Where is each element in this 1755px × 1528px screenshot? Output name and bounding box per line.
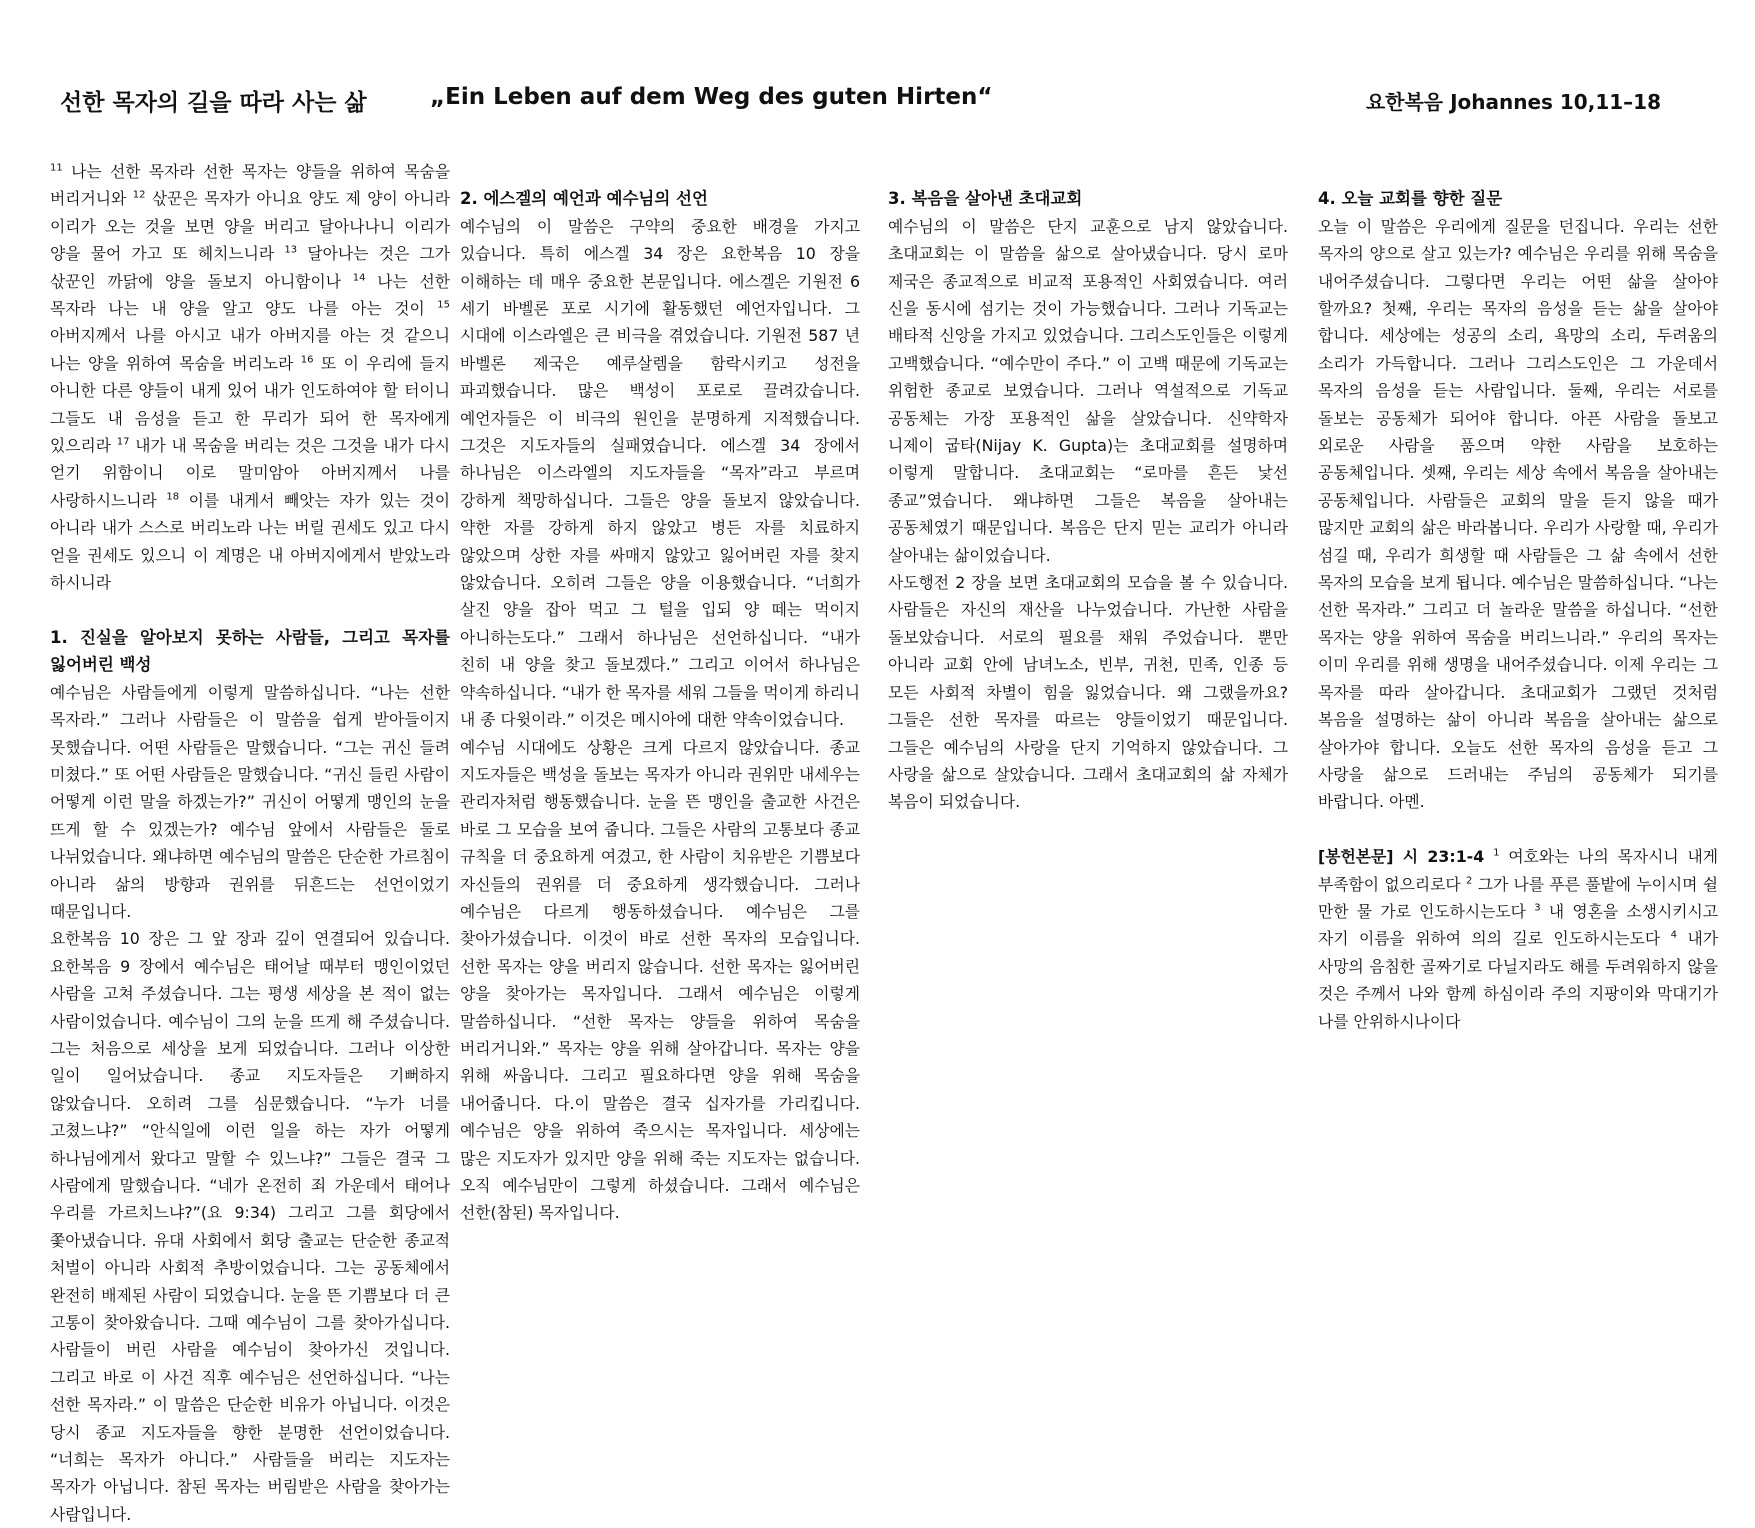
verse-number: 3 (1534, 902, 1541, 914)
section-2-paragraph-2: 예수님 시대에도 상황은 크게 다르지 않았습니다. 종교 지도자들은 백성을 돌보는 목자가 아니라 권위만 내세우는 관리자처럼 행동했습니다. 눈을 뜬 맹인을 출교한 사건은 바로 그 모습을 보여 줍니다. 그들은 사람의 고통보다 종교 규칙을 더 중요하게 여겼고, 한 사람이 치유받은 기쁨보다 자신들의 권위를 더 중요하게 생각했습니다. 그러나 예수님은 다르게 행동하셨습니다. 예수님은 그를 찾아가셨습니다. 이것이 바로 선한 목자의 모습입니다. 선한 목자는 양을 버리지 않습니다. 선한 목자는 잃어버린 양을 찾아가는 목자입니다. 그래서 예수님은 이렇게 말씀하십니다. “선한 목자는 양들을 위하여 목숨을 버리거니와.” 목자는 양을 위해 살아갑니다. 목자는 양을 위해 싸웁니다. 그리고 필요하다면 양을 위해 목숨을 내어줍니다. 다.이 말씀은 결국 십자가를 가리킵니다. 예수님은 양을 위하여 죽으시는 목자입니다. 세상에는 많은 지도자가 있지만 양을 위해 죽는 지도자는 없습니다. 오직 예수님만이 그렇게 하셨습니다. 그래서 예수님은 선한(참된) 목자입니다. (460, 737, 860, 1223)
column-2 (460, 158, 860, 1223)
column-4 (1318, 158, 1718, 1198)
verse-text: 내가 내 목숨을 버리는 것은 그것을 내가 다시 얻기 위함이니 이로 말미암아 아버지께서 나를 사랑하시느니라 (50, 436, 450, 510)
verse-text: 내가 사망의 음침한 골짜기로 다닐지라도 해를 두려워하지 않을 것은 주께서 나와 함께 하심이라 주의 지팡이와 막대기가 나를 안위하시나이다 (1318, 929, 1718, 1031)
verse-number: 2 (1466, 875, 1473, 887)
spacer (888, 158, 1288, 185)
section-2-heading: 2. 에스겔의 예언과 예수님의 선언 (460, 189, 708, 209)
verse-text: 나는 선한 목자라 선한 목자는 양들을 위하여 목숨을 버리거니와 (50, 162, 450, 209)
section-3-heading: 3. 복음을 살아낸 초대교회 (888, 189, 1083, 209)
title-german: „Ein Leben auf dem Weg des guten Hirten“ (430, 84, 993, 110)
bible-reference: 요한복음 Johannes 10,11–18 (1365, 90, 1661, 114)
spacer (50, 597, 450, 624)
verse-text: 그가 나를 푸른 풀밭에 누이시며 쉴 만한 물 가로 인도하시는도다 (1318, 874, 1718, 921)
section-4-paragraph-1: 오늘 이 말씀은 우리에게 질문을 던집니다. 우리는 선한 목자의 양으로 살고 있는가? 예수님은 우리를 위해 목숨을 내어주셨습니다. 그렇다면 우리는 어떤 삶을 살아야 할까요? 첫째, 우리는 목자의 음성을 듣는 삶을 살아야 합니다. 세상에는 성공의 소리, 욕망의 소리, 두려움의 소리가 가득합니다. 그러나 그리스도인은 그 가운데서 목자의 음성을 듣는 사람입니다. 둘째, 우리는 서로를 돌보는 공동체가 되어야 합니다. 아픈 사람을 돌보고 외로운 사람을 품으며 약한 사람을 보호하는 공동체입니다. 셋째, 우리는 세상 속에서 복음을 살아내는 공동체입니다. 사람들은 교회의 말을 듣지 않을 때가 많지만 교회의 삶은 바라봅니다. 우리가 사랑할 때, 우리가 섬길 때, 우리가 희생할 때 사람들은 그 삶 속에서 선한 목자의 모습을 보게 됩니다. 예수님은 말씀하십니다. “나는 선한 목자라.” 그리고 더 놀라운 말씀을 하십니다. “선한 목자는 양을 위하여 목숨을 버리느니라.” 우리의 목자는 이미 우리를 위해 생명을 내어주셨습니다. 이제 우리는 그 목자를 따라 살아갑니다. 초대교회가 그랬던 것처럼 복음을 설명하는 삶이 아니라 복음을 살아내는 삶으로 살아가야 합니다. 오늘도 선한 목자의 음성을 듣고 그 사랑을 삶으로 드러내는 주님의 공동체가 되기를 바랍니다. 아멘. (1318, 216, 1718, 812)
verse-number: 18 (166, 491, 180, 503)
section-1-paragraph-1: 예수님은 사람들에게 이렇게 말씀하십니다. “나는 선한 목자라.” 그러나 사람들은 이 말씀을 쉽게 받아들이지 못했습니다. 어떤 사람들은 말했습니다. “그는 귀신 들려 미쳤다.” 또 어떤 사람들은 말했습니다. “귀신 들린 사람이 어떻게 이런 말을 하겠는가?” 귀신이 어떻게 맹인의 눈을 뜨게 할 수 있겠는가? 예수님 앞에서 사람들은 둘로 나뉘었습니다. 왜냐하면 예수님의 말씀은 단순한 가르침이 아니라 삶의 방향과 권위를 뒤흔드는 선언이었기 때문입니다. (50, 682, 450, 921)
section-3-paragraph-1: 예수님의 이 말씀은 단지 교훈으로 남지 않았습니다. 초대교회는 이 말씀을 삶으로 살아냈습니다. 당시 로마 제국은 종교적으로 비교적 포용적인 사회였습니다. 여러 신을 동시에 섬기는 것이 가능했습니다. 그러나 기독교는 배타적 신앙을 가지고 있었습니다. 그리스도인들은 이렇게 고백했습니다. “예수만이 주다.” 이 고백 때문에 기독교는 위험한 종교로 보였습니다. 그러나 역설적으로 기독교 공동체는 가장 포용적인 삶을 살았습니다. 신약학자 니제이 굽타(Nijay K. Gupta)는 초대교회를 설명하며 이렇게 말합니다. 초대교회는 “로마를 흔든 낯선 종교”였습니다. 왜냐하면 그들은 복음을 살아내는 공동체였기 때문입니다. 복음은 단지 믿는 교리가 아니라 살아내는 삶이었습니다. (888, 216, 1288, 565)
verse-number: 17 (116, 436, 130, 448)
spacer (460, 158, 860, 185)
scripture-passage (50, 158, 450, 597)
verse-text: 삯꾼은 목자가 아니요 양도 제 양이 아니라 이리가 오는 것을 보면 양을 버리고 달아나나니 이리가 양을 물어 가고 또 헤치느니라 (50, 189, 450, 264)
verse-number: 13 (284, 244, 298, 256)
verse-number: 16 (300, 354, 314, 366)
section-2-paragraph-1: 예수님의 이 말씀은 구약의 중요한 배경을 가지고 있습니다. 특히 에스겔 34 장은 요한복음 10 장을 이해하는 데 매우 중요한 본문입니다. 에스겔은 기원전 6 세기 바벨론 포로 시기에 활동했던 예언자입니다. 그 시대에 이스라엘은 큰 비극을 겪었습니다. 기원전 587 년 바벨론 제국은 예루살렘을 함락시키고 성전을 파괴했습니다. 많은 백성이 포로로 끌려갔습니다. 예언자들은 이 비극의 원인을 분명하게 지적했습니다. 그것은 지도자들의 실패였습니다. 에스겔 34 장에서 하나님은 이스라엘의 지도자들을 “목자”라고 부르며 강하게 책망하십니다. 그들은 양을 돌보지 않았습니다. 약한 자를 강하게 하지 않았고 병든 자를 치료하지 않았으며 상한 자를 싸매지 않았고 잃어버린 자를 찾지 않았습니다. 오히려 그들은 양을 이용했습니다. “너희가 살진 양을 잡아 먹고 그 털을 입되 양 떼는 먹이지 아니하는도다.” 그래서 하나님은 선언하십니다. “내가 친히 내 양을 찾고 돌보겠다.” 그리고 이어서 하나님은 약속하십니다. “내가 한 목자를 세워 그들을 먹이게 하리니 내 종 다윗이라.” 이것은 메시아에 대한 약속이었습니다. (460, 216, 860, 730)
section-4-heading: 4. 오늘 교회를 향한 질문 (1318, 189, 1503, 209)
verse-text: 또 이 우리에 들지 아니한 다른 양들이 내게 있어 내가 인도하여야 할 터이니 그들도 내 음성을 듣고 한 무리가 되어 한 목자에게 있으리라 (50, 353, 450, 456)
spacer (1318, 158, 1718, 185)
verse-number: 1 (1493, 847, 1500, 859)
verse-text: 나는 선한 목자라 나는 내 양을 알고 양도 나를 아는 것이 (50, 271, 450, 319)
section-1-paragraph-2: 요한복음 10 장은 그 앞 장과 깊이 연결되어 있습니다. 요한복음 9 장에서 예수님은 태어날 때부터 맹인이었던 사람을 고쳐 주셨습니다. 그는 평생 세상을 본 적이 없는 사람이었습니다. 예수님이 그의 눈을 뜨게 해 주셨습니다. 그는 처음으로 세상을 보게 되었습니다. 그러나 이상한 일이 일어났습니다. 종교 지도자들은 기뻐하지 않았습니다. 오히려 그를 심문했습니다. “누가 너를 고쳤느냐?” “안식일에 이런 일을 하는 자가 어떻게 하나님에게서 왔다고 말할 수 있느냐?” 그들은 결국 그 사람에게 말했습니다. “네가 온전히 죄 가운데서 태어나 우리를 가르치느냐?”(요 9:34) 그리고 그를 회당에서 쫓아냈습니다. 유대 사회에서 회당 출교는 단순한 종교적 처벌이 아니라 사회적 추방이었습니다. 그는 공동체에서 완전히 배제된 사람이 되었습니다. 눈을 뜬 기쁨보다 더 큰 고통이 찾아왔습니다. 그때 예수님이 그를 찾아가십니다. 사람들이 버린 사람을 예수님이 찾아가신 것입니다. 그리고 바로 이 사건 직후 예수님은 선언하십니다. “나는 선한 목자라.” 이 말씀은 단순한 비유가 아닙니다. 이것은 당시 종교 지도자들을 향한 분명한 선언이었습니다. “너희는 목자가 아니다.” 사람들을 버리는 지도자는 목자가 아닙니다. 참된 목자는 버림받은 사람을 찾아가는 사람입니다. (50, 929, 450, 1524)
verse-number: 4 (1670, 930, 1678, 942)
verse-text: 달아나는 것은 그가 삯꾼인 까닭에 양을 돌보지 아니함이나 (50, 244, 450, 291)
verse-number: 14 (352, 272, 366, 284)
verse-text: 아버지께서 나를 아시고 내가 아버지를 아는 것 같으니 나는 양을 위하여 목숨을 버리노라 (50, 326, 450, 373)
title-korean: 선한 목자의 길을 따라 사는 삶 (60, 90, 367, 116)
verse-number: 11 (50, 162, 63, 174)
section-1-heading: 1. 진실을 알아보지 못하는 사람들, 그리고 목자를 잃어버린 백성 (50, 627, 450, 675)
verse-number: 15 (437, 299, 450, 311)
verse-text: 여호와는 나의 목자시니 내게 부족함이 없으리로다 (1318, 847, 1718, 894)
verse-text: 내 영혼을 소생시키시고 자기 이름을 위하여 의의 길로 인도하시는도다 (1318, 901, 1718, 949)
offering-label: [봉헌본문] 시 23:1-4 (1318, 847, 1485, 867)
spacer (1318, 816, 1718, 843)
section-3-paragraph-2: 사도행전 2 장을 보면 초대교회의 모습을 볼 수 있습니다. 사람들은 자신의 재산을 나누었습니다. 가난한 사람을 돌보았습니다. 서로의 필요를 채워 주었습니다. 뿐만 아니라 교회 안에 남녀노소, 빈부, 귀천, 민족, 인종 등 모든 사회적 차별이 힘을 잃었습니다. 왜 그랬을까요? 그들은 선한 목자를 따르는 양들이었기 때문입니다. 그들은 예수님의 사랑을 단지 기억하지 않았습니다. 그 사랑을 삶으로 살았습니다. 그래서 초대교회의 삶 자체가 복음이 되었습니다. (888, 573, 1288, 812)
verse-text: 이를 내게서 빼앗는 자가 있는 것이 아니라 내가 스스로 버리노라 나는 버릴 권세도 있고 다시 얻을 권세도 있으니 이 계명은 내 아버지에게서 받았노라 하시니라 (50, 490, 451, 593)
column-3 (888, 158, 1288, 1198)
column-1 (50, 158, 451, 1524)
offering-passage (1318, 843, 1718, 1035)
verse-number: 12 (132, 190, 146, 202)
